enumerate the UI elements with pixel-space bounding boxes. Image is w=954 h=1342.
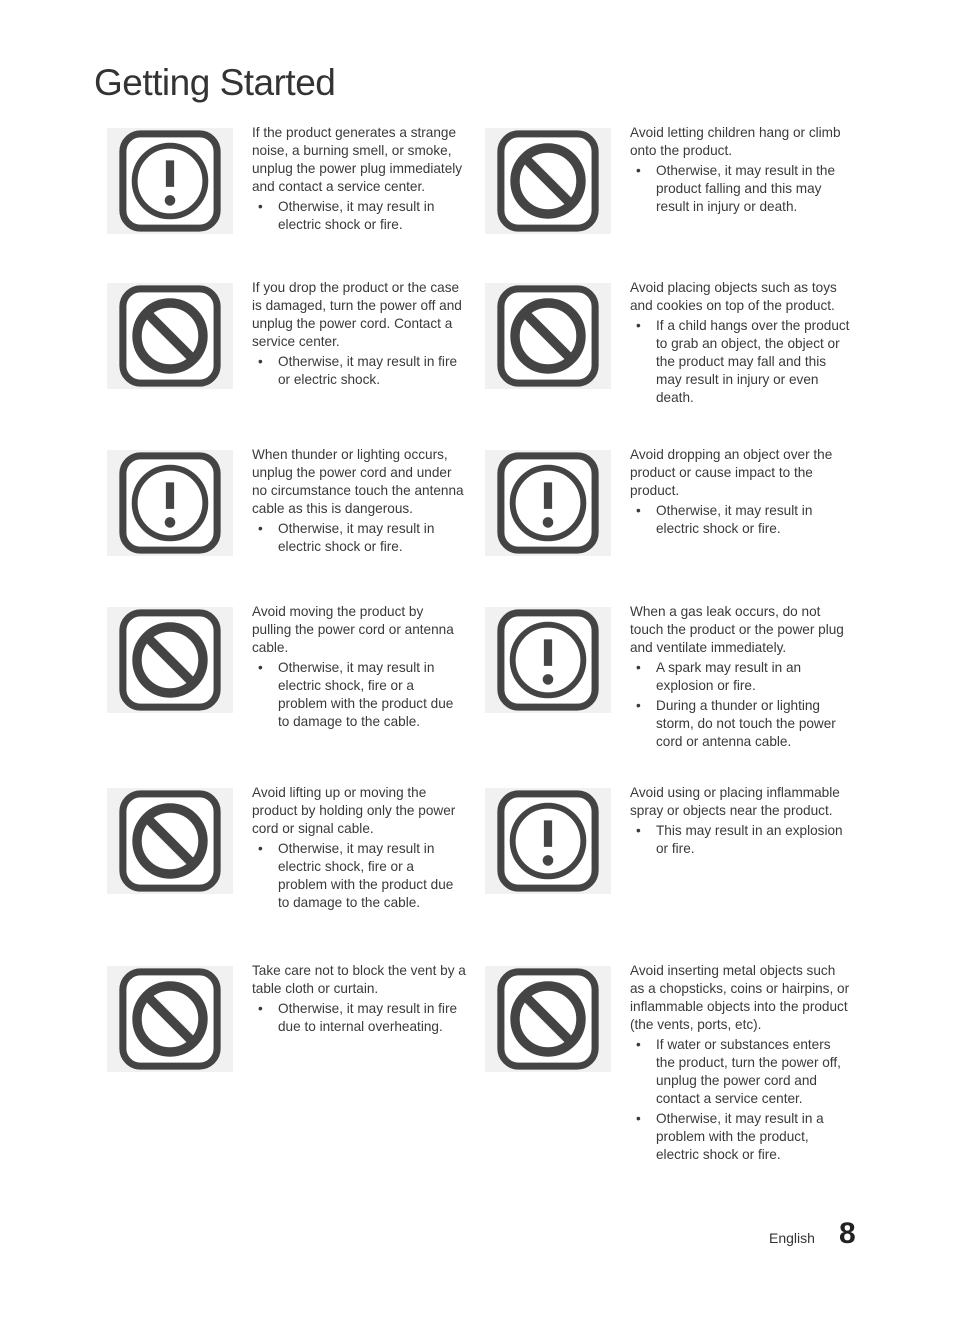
instruction-text [252,124,466,236]
bullet-list [252,659,466,731]
footer-language: English [769,1230,815,1246]
instruction-intro: When a gas leak occurs, do not touch the product or the power plug and ventilate immediately. [630,604,844,655]
instruction-text [630,962,852,1166]
instruction-intro: Avoid inserting metal objects such as a chopsticks, coins or hairpins, or inflammable objects into the product (the vents, ports, etc). [630,963,850,1032]
prohibited-icon [107,788,233,894]
bullet-list [630,317,852,407]
instruction-intro: Avoid using or placing inflammable spray or objects near the product. [630,785,840,818]
bullet-item: • Otherwise, it may result in electric shock, fire or a problem with the product due to damage to the cable. [252,659,466,731]
prohibited-icon [485,128,611,234]
bullet-list [630,502,852,538]
illustration [107,128,233,234]
illustration [485,283,611,389]
bullet-list [630,822,852,858]
bullet-item: • Otherwise, it may result in electric shock or fire. [630,502,852,538]
instruction-text [252,279,466,391]
illustration [107,788,233,894]
instruction-text [252,962,466,1038]
bullet-item: • Otherwise, it may result in a problem with the product, electric shock or fire. [630,1110,852,1164]
bullet-item: • Otherwise, it may result in the product falling and this may result in injury or death. [630,162,852,216]
bullet-list [252,1000,466,1036]
illustration [485,128,611,234]
illustration [485,788,611,894]
bullet-item: • Otherwise, it may result in electric shock or fire. [252,520,466,556]
prohibited-icon [107,966,233,1072]
instruction-text [252,784,466,914]
caution-icon [107,128,233,234]
instruction-intro: If the product generates a strange noise, a burning smell, or smoke, unplug the power plug immediately and contact a service center. [252,125,463,194]
bullet-list [630,659,852,751]
caution-icon [485,607,611,713]
illustration [107,283,233,389]
illustration [107,607,233,713]
instruction-intro: Avoid lifting up or moving the product by holding only the power cord or signal cable. [252,785,456,836]
instruction-intro: When thunder or lighting occurs, unplug the power cord and under no circumstance touch the antenna cable as this is dangerous. [252,447,464,516]
caution-icon [485,788,611,894]
instruction-text [630,446,852,540]
instruction-intro: Avoid placing objects such as toys and cookies on top of the product. [630,280,837,313]
bullet-list [630,1036,852,1164]
instruction-text [630,603,852,753]
bullet-list [252,840,466,912]
bullet-item: • Otherwise, it may result in fire due to internal overheating. [252,1000,466,1036]
bullet-item: • A spark may result in an explosion or fire. [630,659,852,695]
illustration [485,966,611,1072]
bullet-item: • If water or substances enters the product, turn the power off, unplug the power cord and contact a service center. [630,1036,852,1108]
prohibited-icon [107,607,233,713]
caution-icon [485,450,611,556]
bullet-item: • Otherwise, it may result in electric shock, fire or a problem with the product due to damage to the cable. [252,840,466,912]
illustration [107,966,233,1072]
prohibited-icon [485,283,611,389]
instruction-text [252,446,466,558]
bullet-list [630,162,852,216]
prohibited-icon [485,966,611,1072]
bullet-list [252,520,466,556]
instruction-text [630,279,852,409]
instruction-intro: Take care not to block the vent by a table cloth or curtain. [252,963,466,996]
illustration [485,450,611,556]
prohibited-icon [107,283,233,389]
bullet-item: • If a child hangs over the product to grab an object, the object or the product may fall and this may result in injury or even death. [630,317,852,407]
bullet-item: • This may result in an explosion or fire. [630,822,852,858]
instruction-text [630,784,852,860]
instruction-intro: Avoid dropping an object over the product or cause impact to the product. [630,447,833,498]
bullet-item: • Otherwise, it may result in fire or electric shock. [252,353,466,389]
instruction-intro: Avoid moving the product by pulling the power cord or antenna cable. [252,604,454,655]
bullet-list [252,353,466,389]
bullet-item: • Otherwise, it may result in electric shock or fire. [252,198,466,234]
page-title: Getting Started [94,62,336,103]
instruction-text [252,603,466,733]
bullet-list [252,198,466,234]
bullet-item: • During a thunder or lighting storm, do not touch the power cord or antenna cable. [630,697,852,751]
instruction-intro: Avoid letting children hang or climb onto the product. [630,125,841,158]
instruction-intro: If you drop the product or the case is damaged, turn the power off and unplug the power cord. Contact a service center. [252,280,462,349]
caution-icon [107,450,233,556]
instruction-text [630,124,852,218]
page-number: 8 [839,1217,856,1250]
illustration [107,450,233,556]
illustration [485,607,611,713]
